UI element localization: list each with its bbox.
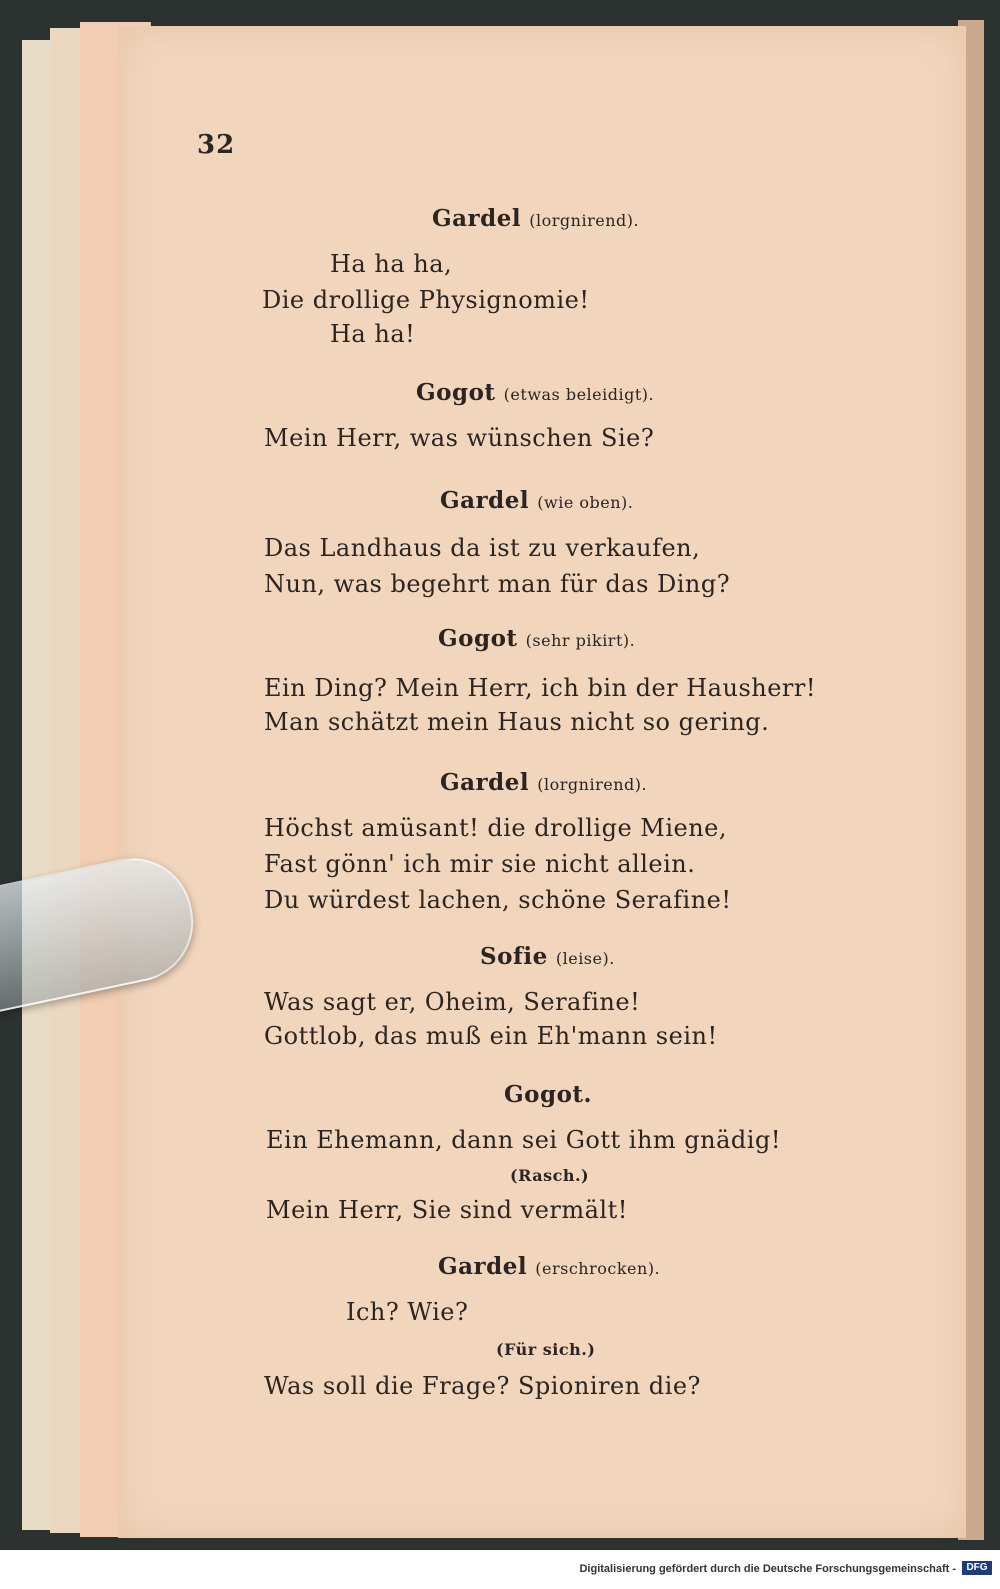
speaker-heading: [504, 1080, 592, 1108]
verse-line: Man schätzt mein Haus nicht so gering.: [264, 708, 770, 736]
stage-direction: (etwas beleidigt).: [503, 385, 655, 404]
speaker-heading: [438, 1252, 660, 1280]
speaker-name: Gardel: [432, 205, 522, 232]
verse-line: Was soll die Frage? Spioniren die?: [264, 1372, 701, 1400]
verse-line: Nun, was begehrt man für das Ding?: [264, 570, 731, 598]
speaker-name: Gardel: [440, 487, 530, 514]
verse-line: Ein Ding? Mein Herr, ich bin der Hausherr!: [264, 674, 817, 702]
stage-direction: (lorgnirend).: [529, 211, 640, 230]
verse-line: Höchst amüsant! die drollige Miene,: [264, 814, 728, 842]
speaker-name: Sofie: [480, 943, 548, 970]
speaker-heading: [480, 942, 615, 970]
speaker-heading: [438, 624, 635, 652]
verse-line: Mein Herr, was wünschen Sie?: [264, 424, 655, 452]
verse-line: Fast gönn' ich mir sie nicht allein.: [264, 850, 696, 878]
verse-line: Ein Ehemann, dann sei Gott ihm gnädig!: [266, 1126, 781, 1154]
stage-direction: (Rasch.): [510, 1166, 590, 1185]
speaker-name: Gogot: [416, 379, 496, 406]
stage-direction: (leise).: [555, 949, 615, 968]
verse-line: Mein Herr, Sie sind vermält!: [266, 1196, 628, 1224]
stage-direction: (lorgnirend).: [537, 775, 648, 794]
speaker-heading: [440, 486, 633, 514]
speaker-name: Gogot.: [504, 1081, 593, 1108]
dfg-logo: DFG: [962, 1561, 992, 1575]
speaker-name: Gardel: [438, 1253, 528, 1280]
verse-line: Du würdest lachen, schöne Serafine!: [264, 886, 732, 914]
verse-line: Das Landhaus da ist zu verkaufen,: [264, 534, 701, 562]
speaker-heading: [432, 204, 639, 232]
stage-direction: (erschrocken).: [535, 1259, 661, 1278]
stage-direction: (sehr pikirt).: [525, 631, 636, 650]
stage-direction: (wie oben).: [537, 493, 634, 512]
page-number: 32: [197, 130, 236, 160]
verse-line: Die drollige Physignomie!: [262, 286, 590, 314]
speaker-heading: [416, 378, 654, 406]
verse-line: Ha ha!: [330, 320, 416, 348]
stage-direction: (Für sich.): [496, 1340, 596, 1359]
verse-line: Was sagt er, Oheim, Serafine!: [264, 988, 641, 1016]
verse-line: Ich? Wie?: [346, 1298, 469, 1326]
verse-line: Gottlob, das muß ein Eh'mann sein!: [264, 1022, 718, 1050]
speaker-name: Gardel: [440, 769, 530, 796]
verse-line: Ha ha ha,: [330, 250, 453, 278]
speaker-heading: [440, 768, 647, 796]
footer-credit: Digitalisierung gefördert durch die Deutsche Forschungsgemeinschaft -: [579, 1563, 956, 1575]
speaker-name: Gogot: [438, 625, 518, 652]
